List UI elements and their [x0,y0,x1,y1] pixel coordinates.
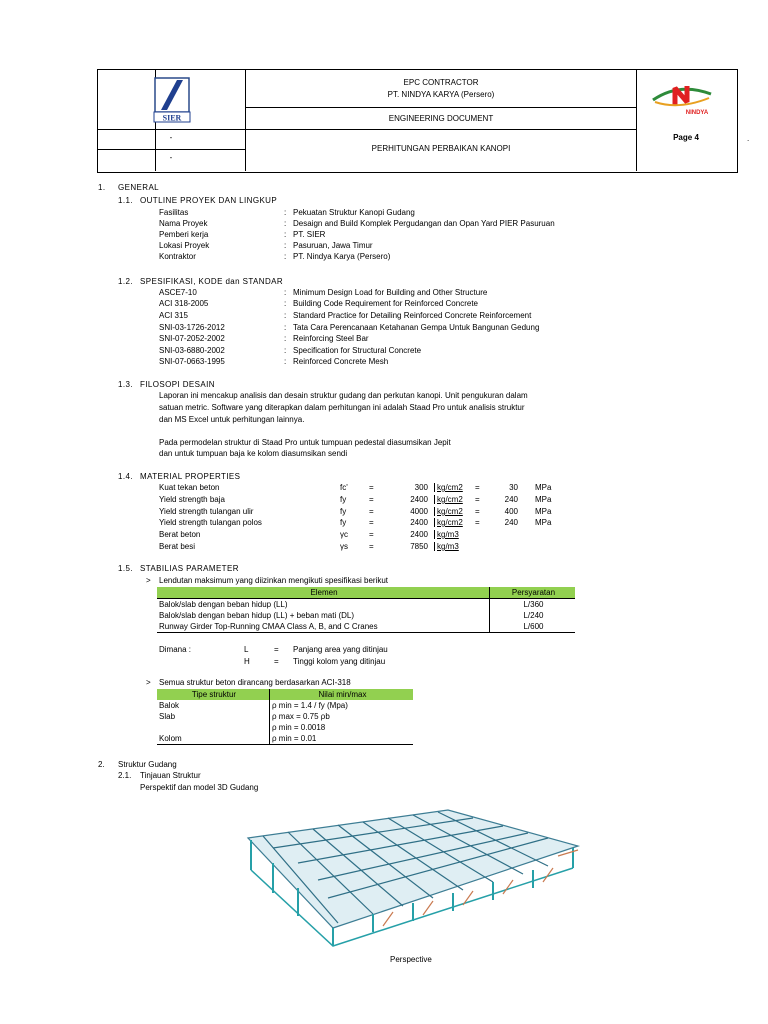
table-cell: Slab [157,711,270,722]
table-cell: ρ max = 0.75 ρb [272,712,330,721]
section-1-5-number: 1.5. [118,564,133,573]
def-text: Panjang area yang ditinjau [293,645,388,654]
standard-desc: Minimum Design Load for Building and Other Structure [293,288,488,297]
colon: : [284,299,287,308]
material-value-si: 30 [509,483,518,492]
standard-desc: Tata Cara Perencanaan Ketahanan Gempa Untuk Bangunan Gedung [293,323,540,332]
section-1-5-title: STABILIAS PARAMETER [140,564,239,573]
material-unit-si: MPa [535,483,552,492]
material-unit: kg/m3 [434,530,459,539]
equals: = [369,542,374,551]
doc-title: PERHITUNGAN PERBAIKAN KANOPI [371,144,511,153]
material-name: Kuat tekan beton [159,483,220,492]
colon: : [284,241,287,250]
outline-key: Kontraktor [159,252,196,261]
header-divider [245,107,636,108]
standard-code: ASCE7-10 [159,288,197,297]
equals: = [475,483,480,492]
material-unit: kg/cm2 [434,495,463,504]
outline-key: Nama Proyek [159,219,208,228]
table-row [157,621,575,633]
table-cell: ρ min = 1.4 / fy (Mpa) [272,701,348,710]
philosophy-paragraph-line: Pada permodelan struktur di Staad Pro untuk tumpuan pedestal diasumsikan Jepit [159,438,451,447]
standard-code: SNI-07-2052-2002 [159,334,225,343]
material-name: Yield strength tulangan polos [159,518,262,527]
outline-key: Fasilitas [159,208,189,217]
section-2-number: 2. [98,760,105,769]
colon: : [284,334,287,343]
standard-code: SNI-03-6880-2002 [159,346,225,355]
table-row [157,722,413,733]
section-1-number: 1. [98,183,106,192]
material-symbol: fc' [340,483,348,492]
outline-key: Lokasi Proyek [159,241,210,250]
concrete-ratio-table [157,689,413,745]
page-number: Page 4 [673,133,699,142]
material-value: 300 [414,483,428,492]
material-unit: kg/cm2 [434,507,463,516]
table-row [157,711,413,722]
outline-value: PT. SIER [293,230,326,239]
def-symbol: L [244,645,249,654]
standard-desc: Building Code Requirement for Reinforced Concrete [293,299,478,308]
outline-value: Pekuatan Struktur Kanopi Gudang [293,208,415,217]
material-unit-si: MPa [535,495,552,504]
philosophy-paragraph-line: Laporan ini mencakup analisis dan desain struktur gudang dan perkutan kanopi. Unit pengukuran dalam [159,391,528,400]
standard-desc: Standard Practice for Detailing Reinforced Concrete Reinforcement [293,311,532,320]
table-header: Nilai min/max [318,690,367,699]
material-name: Berat beton [159,530,201,539]
equals: = [274,657,279,666]
table-cell [157,722,270,733]
outline-value: Desaign and Build Komplek Pergudangan dan Opan Yard PIER Pasuruan [293,219,555,228]
standard-code: SNI-03-1726-2012 [159,323,225,332]
material-unit-si: MPa [535,507,552,516]
material-symbol: fy [340,518,347,527]
section-1-1-title: OUTLINE PROYEK DAN LINGKUP [140,196,278,205]
contractor-name: PT. NINDYA KARYA (Persero) [387,90,495,99]
colon: : [284,219,287,228]
section-1-4-title: MATERIAL PROPERTIES [140,472,241,481]
standard-desc: Specification for Structural Concrete [293,346,422,355]
standard-code: SNI-07-0663-1995 [159,357,225,366]
sier-logo [153,76,191,124]
outline-value: PT. Nindya Karya (Persero) [293,252,391,261]
material-symbol: fy [340,507,347,516]
equals: = [369,507,374,516]
margin-dot: . [747,134,750,143]
outline-value: Pasuruan, Jawa Timur [293,241,373,250]
material-value: 2400 [410,530,428,539]
table-cell: ρ min = 0.0018 [272,723,326,732]
standard-code: ACI 318-2005 [159,299,209,308]
equals: = [274,645,279,654]
section-2-1-desc: Perspektif dan model 3D Gudang [140,783,259,792]
dimana-label: Dimana : [159,645,192,654]
header-divider [97,129,637,130]
svg-text:SIER: SIER [162,113,182,123]
material-value-si: 240 [504,495,518,504]
table-cell: L/360 [523,600,544,609]
material-unit-si: MPa [535,518,552,527]
philosophy-paragraph-line: dan MS Excel untuk perhitungan lainnya. [159,415,305,424]
material-symbol: fy [340,495,347,504]
philosophy-paragraph-line: satuan metric. Software yang diterapkan dalam perhitungan ini adalah Staad Pro untuk analisis struktur [159,403,525,412]
doc-ref-1: - [169,133,173,142]
table-cell: Balok/slab dengan beban hidup (LL) + beban mati (DL) [157,610,490,621]
colon: : [284,346,287,355]
philosophy-paragraph-line: dan untuk tumpuan baja ke kolom diasumsikan sendi [159,449,348,458]
table-header: Elemen [157,587,490,599]
def-symbol: H [244,657,250,666]
table-cell: Balok [157,700,270,711]
table-row [157,610,575,621]
colon: : [284,288,287,297]
colon: : [284,252,287,261]
table-cell: ρ min = 0.01 [272,734,317,743]
table-cell: L/600 [523,622,544,631]
nindya-logo [649,80,715,116]
section-1-3-title: FILOSOPI DESAIN [140,380,215,389]
section-2-1-number: 2.1. [118,771,132,780]
material-value: 2400 [410,495,428,504]
section-1-2-title: SPESIFIKASI, KODE dan STANDAR [140,277,284,286]
material-name: Yield strength baja [159,495,225,504]
colon: : [284,311,287,320]
equals: = [475,507,480,516]
contractor-title: EPC CONTRACTOR [403,78,479,87]
colon: : [284,208,287,217]
table-cell: Balok/slab dengan beban hidup (LL) [157,599,490,611]
table-header: Tipe struktur [157,689,270,700]
standard-code: ACI 315 [159,311,188,320]
table-row [157,700,413,711]
table-header: Persyaratan [511,588,556,597]
material-value-si: 240 [504,518,518,527]
colon: : [284,230,287,239]
colon: : [284,323,287,332]
table-cell: Kolom [157,733,270,745]
bullet-arrow: > [146,678,151,687]
table-header-row [157,587,575,599]
table-header-row [157,689,413,700]
equals: = [369,530,374,539]
material-value: 4000 [410,507,428,516]
colon: : [284,357,287,366]
header-divider [636,70,637,171]
standard-desc: Reinforced Concrete Mesh [293,357,389,366]
equals: = [369,518,374,527]
equals: = [475,495,480,504]
section-1-3-number: 1.3. [118,380,133,389]
figure-caption: Perspective [390,955,432,964]
svg-text:NINDYA: NINDYA [685,110,709,116]
doc-type: ENGINEERING DOCUMENT [388,114,494,123]
section-1-title: GENERAL [118,183,160,192]
warehouse-3d-model-image [243,808,583,948]
section-1-1-number: 1.1. [118,196,133,205]
material-value-si: 400 [504,507,518,516]
def-text: Tinggi kolom yang ditinjau [293,657,386,666]
material-value: 7850 [410,542,428,551]
section-1-2-number: 1.2. [118,277,133,286]
equals: = [475,518,480,527]
material-symbol: γs [340,542,348,551]
equals: = [369,495,374,504]
material-value: 2400 [410,518,428,527]
outline-key: Pemberi kerja [159,230,209,239]
deflection-intro: Lendutan maksimum yang diizinkan mengikuti spesifikasi berikut [159,576,388,585]
doc-ref-2: - [169,153,173,162]
section-1-4-number: 1.4. [118,472,133,481]
table-row [157,733,413,745]
concrete-intro: Semua struktur beton dirancang berdasarkan ACI-318 [159,678,351,687]
equals: = [369,483,374,492]
material-unit: kg/cm2 [434,483,463,492]
section-2-title: Struktur Gudang [118,760,177,769]
material-symbol: γc [340,530,348,539]
header-divider [97,149,246,150]
table-cell: Runway Girder Top-Running CMAA Class A, B, and C Cranes [157,621,490,633]
standard-desc: Reinforcing Steel Bar [293,334,369,343]
deflection-table [157,587,575,633]
material-name: Berat besi [159,542,196,551]
table-row [157,599,575,611]
material-name: Yield strength tulangan ulir [159,507,254,516]
table-cell: L/240 [523,611,544,620]
material-unit: kg/cm2 [434,518,463,527]
material-unit: kg/m3 [434,542,459,551]
bullet-arrow: > [146,576,151,585]
section-2-1-title: Tinjauan Struktur [140,771,201,780]
